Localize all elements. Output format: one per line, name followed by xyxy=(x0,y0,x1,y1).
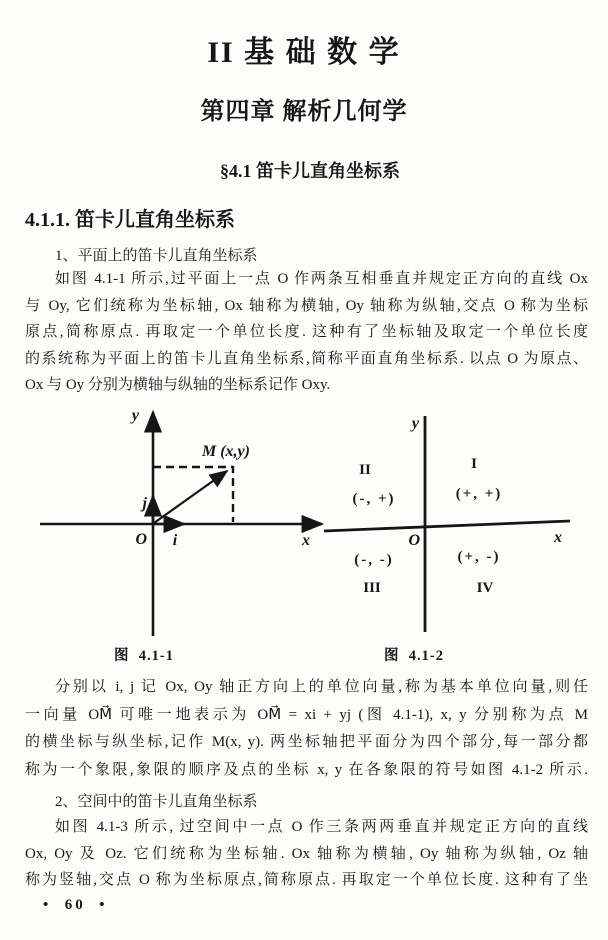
text-line: 一向量 OM⃗ 可唯一地表示为 OM⃗ = xi + yj (图 4.1-1), x, y 分别称为点 M xyxy=(25,706,588,723)
origin-label: O xyxy=(408,532,420,549)
y-axis-label: y xyxy=(131,407,139,424)
x-axis-label: x xyxy=(554,529,562,546)
x-axis-line xyxy=(324,521,570,531)
chapter-title: 第四章 解析几何学 xyxy=(200,99,408,125)
figure-caption: 图 4.1-2 xyxy=(384,648,444,664)
text-line: 原点,简称原点. 再取定一个单位长度. 这种有了坐标轴及取定一个单位长度 xyxy=(25,324,588,340)
text-line: Ox, Oy 及 Oz. 它们统称为坐标轴. Ox 轴称为横轴, Oy 轴称为纵轴, Oz 轴 xyxy=(25,845,588,862)
text-line: 的系统称为平面上的笛卡儿直角坐标系,简称平面直角坐标系. 以点 O 为原点、 xyxy=(25,350,588,367)
text-line: 分别以 i, j 记 Ox, Oy 轴正方向上的单位向量,称为基本单位向量,则任 xyxy=(55,679,588,695)
text-line: 的横坐标与纵坐标,记作 M(x, y). 两坐标轴把平面分为四个部分,每一部分都 xyxy=(25,734,588,750)
figure-row xyxy=(0,404,608,666)
figure-4-1-2 xyxy=(322,404,576,665)
unit-i-label: i xyxy=(172,532,178,549)
paragraph-plane-coords xyxy=(25,266,588,399)
text-line: 称为一个象限,象限的顺序及点的坐标 x, y 在各象限的符号如图 4.1-2 所示. xyxy=(25,761,588,778)
quadrant-sign-diagram xyxy=(322,404,576,639)
list-item-heading-plane: 1、平面上的笛卡儿直角坐标系 xyxy=(55,248,258,264)
quadrant-2-numeral: II xyxy=(359,462,371,478)
subsection-heading: 4.1.1. 笛卡儿直角坐标系 xyxy=(25,209,235,231)
origin-label: O xyxy=(135,531,147,548)
paragraph-unit-vectors xyxy=(25,674,588,784)
text-line: 如图 4.1-1 所示,过平面上一点 O 作两条互相垂直并规定正方向的直线 Ox xyxy=(55,271,588,287)
page-number: • 60 • xyxy=(43,897,108,913)
part-title: II 基 础 数 学 xyxy=(207,36,401,69)
quadrant-1-sign: (+, +) xyxy=(455,486,503,502)
point-m-label: M (x,y) xyxy=(202,443,250,460)
section-title: §4.1 笛卡儿直角坐标系 xyxy=(220,161,400,181)
list-item-heading-space: 2、空间中的笛卡儿直角坐标系 xyxy=(55,794,258,810)
text-line: 与 Oy, 它们统称为坐标轴, Ox 轴称为横轴, Oy 轴称为纵轴,交点 O 称为坐标 xyxy=(25,297,588,314)
text-line: 称为竖轴,交点 O 称为坐标原点,简称原点. 再取定一个单位长度. 这种有了坐 xyxy=(25,872,588,888)
quadrant-1-numeral: I xyxy=(471,456,477,472)
figure-caption: 图 4.1-1 xyxy=(114,648,174,664)
quadrant-4-sign: (+, -) xyxy=(457,549,501,565)
x-axis-label: x xyxy=(302,532,310,549)
quadrant-3-sign: (-, -) xyxy=(354,552,394,568)
quadrant-4-numeral: IV xyxy=(476,580,494,596)
vector-om xyxy=(154,471,227,523)
quadrant-2-sign: (-, +) xyxy=(352,491,396,507)
paragraph-space-coords xyxy=(25,814,588,894)
plane-coordinate-diagram xyxy=(36,404,336,639)
y-axis-label: y xyxy=(411,415,419,432)
figure-4-1-1 xyxy=(36,404,336,665)
unit-j-label: j xyxy=(142,495,147,512)
quadrant-3-numeral: III xyxy=(363,580,381,596)
text-line: 如图 4.1-3 所示, 过空间中一点 O 作三条两两垂直并规定正方向的直线 xyxy=(55,819,588,835)
text-line: Ox 与 Oy 分别为横轴与纵轴的坐标系记作 Oxy. xyxy=(25,377,331,393)
